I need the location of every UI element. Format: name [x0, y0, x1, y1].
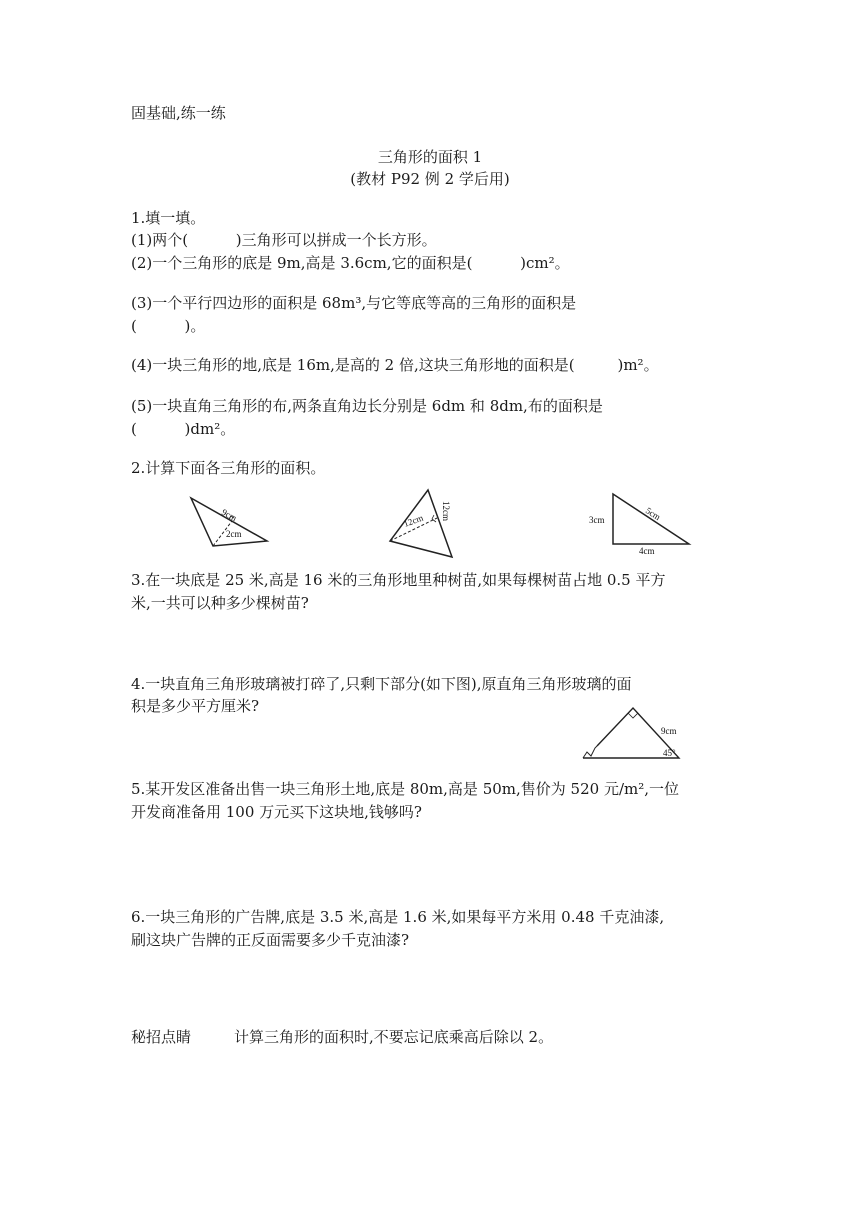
q5-line-2: 开发商准备用 100 万元买下这块地,钱够吗?: [131, 803, 422, 821]
q1-item-1: (1)两个( )三角形可以拼成一个长方形。: [131, 231, 437, 249]
q4-side-label: 9cm: [661, 726, 677, 736]
fig1-side-label: 9cm: [220, 506, 239, 524]
section-label: 固基础,练一练: [131, 104, 226, 122]
page-title: 三角形的面积 1: [377, 148, 483, 166]
q1-item-5-line-1: (5)一块直角三角形的布,两条直角边长分别是 6dm 和 8dm,布的面积是: [131, 397, 603, 415]
q4-line-2: 积是多少平方厘米?: [131, 697, 260, 715]
q1-item-2: (2)一个三角形的底是 9m,高是 3.6cm,它的面积是( )cm²。: [131, 254, 570, 272]
q6-line-1: 6.一块三角形的广告牌,底是 3.5 米,高是 1.6 米,如果每平方米用 0.48 千克油漆,: [131, 908, 665, 926]
q4-figure: [575, 700, 695, 768]
fig1-height-label: 2cm: [226, 529, 242, 539]
page-subtitle: (教材 P92 例 2 学后用): [350, 170, 510, 188]
q2-figure-3: [585, 488, 695, 558]
q6-line-2: 刷这块广告牌的正反面需要多少千克油漆?: [131, 931, 410, 949]
fig3-vertical-label: 3cm: [589, 515, 605, 525]
q4-angle-label: 45°: [663, 748, 676, 758]
fig2-height-label: 12cm: [402, 512, 425, 529]
q1-heading: 1.填一填。: [131, 209, 206, 227]
fig2-side-label: 12cm: [441, 501, 451, 521]
fig3-hypotenuse-label: 5cm: [643, 505, 663, 523]
q4-line-1: 4.一块直角三角形玻璃被打碎了,只剩下部分(如下图),原直角三角形玻璃的面: [131, 675, 632, 693]
q2-figure-1: [185, 492, 275, 552]
q1-item-3-line-1: (3)一个平行四边形的面积是 68m³,与它等底等高的三角形的面积是: [131, 294, 577, 312]
fig3-triangle: [613, 494, 689, 544]
q2-figure-2: [380, 485, 460, 560]
q4-break-mark: [583, 746, 597, 758]
tip-label: 秘招点睛: [131, 1028, 192, 1046]
q4-right-angle-mark: [628, 713, 638, 718]
q1-item-4: (4)一块三角形的地,底是 16m,是高的 2 倍,这块三角形地的面积是( )m²。: [131, 356, 659, 374]
tip-text: 计算三角形的面积时,不要忘记底乘高后除以 2。: [234, 1028, 554, 1046]
fig3-horizontal-label: 4cm: [639, 546, 655, 556]
q5-line-1: 5.某开发区准备出售一块三角形土地,底是 80m,高是 50m,售价为 520 元/m²,一位: [131, 780, 680, 798]
q1-item-3-line-2: ( )。: [131, 317, 206, 335]
q3-line-2: 米,一共可以种多少棵树苗?: [131, 594, 309, 612]
q2-heading: 2.计算下面各三角形的面积。: [131, 459, 326, 477]
q1-item-5-line-2: ( )dm²。: [131, 420, 236, 438]
q3-line-1: 3.在一块底是 25 米,高是 16 米的三角形地里种树苗,如果每棵树苗占地 0.5 平方: [131, 571, 666, 589]
